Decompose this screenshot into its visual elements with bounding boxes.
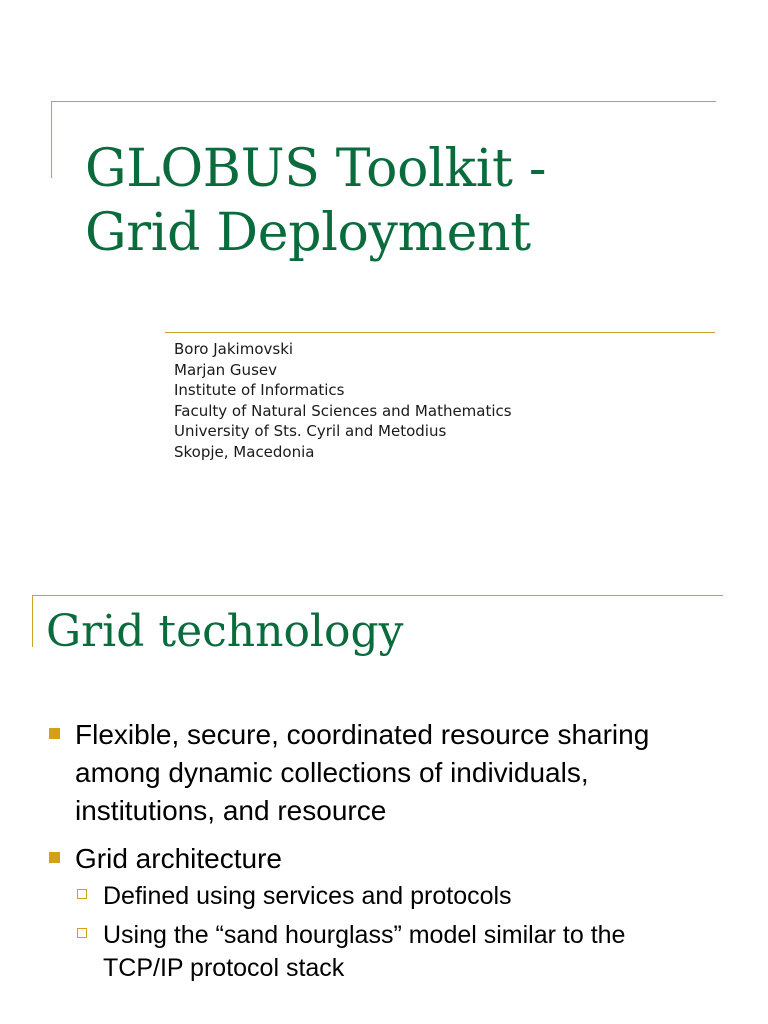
author-block — [174, 339, 512, 462]
sub-bullet-item — [103, 919, 703, 985]
bullet-item — [75, 840, 655, 878]
hollow-square-bullet-icon — [77, 889, 87, 899]
sub-bullet-text: Defined using services and protocols — [103, 882, 512, 910]
square-bullet-icon — [49, 852, 60, 863]
author-line: Institute of Informatics — [174, 381, 345, 399]
author-line: Skopje, Macedonia — [174, 442, 315, 461]
slide2-title: Grid technology — [46, 606, 404, 657]
square-bullet-icon — [49, 728, 60, 739]
slide1-left-rule — [51, 101, 52, 178]
slide1-top-rule — [51, 101, 716, 102]
author-line: Marjan Gusev — [174, 360, 277, 379]
slide1-author-rule — [165, 332, 715, 333]
slide2-left-rule — [32, 595, 33, 647]
bullet-text: Grid architecture — [75, 843, 282, 874]
slide1-title-line-1: GLOBUS Toolkit - — [85, 139, 547, 199]
author-line: Faculty of Natural Sciences and Mathematics — [174, 401, 512, 420]
bullet-text: Flexible, secure, coordinated resource sharing among dynamic collections of individuals, institutions, and resource — [75, 719, 650, 826]
author-line: University of Sts. Cyril and Metodius — [174, 422, 447, 440]
slide1-title-line-2: Grid Deployment — [85, 203, 531, 263]
slide2-top-rule — [32, 595, 723, 596]
bullet-item — [75, 716, 655, 830]
bullet-list — [0, 716, 768, 985]
sub-bullet-item — [103, 880, 703, 913]
sub-bullet-text: Using the “sand hourglass” model similar to the TCP/IP protocol stack — [103, 921, 626, 982]
author-line: Boro Jakimovski — [174, 340, 294, 358]
hollow-square-bullet-icon — [77, 928, 87, 938]
slide1-title — [85, 137, 546, 265]
